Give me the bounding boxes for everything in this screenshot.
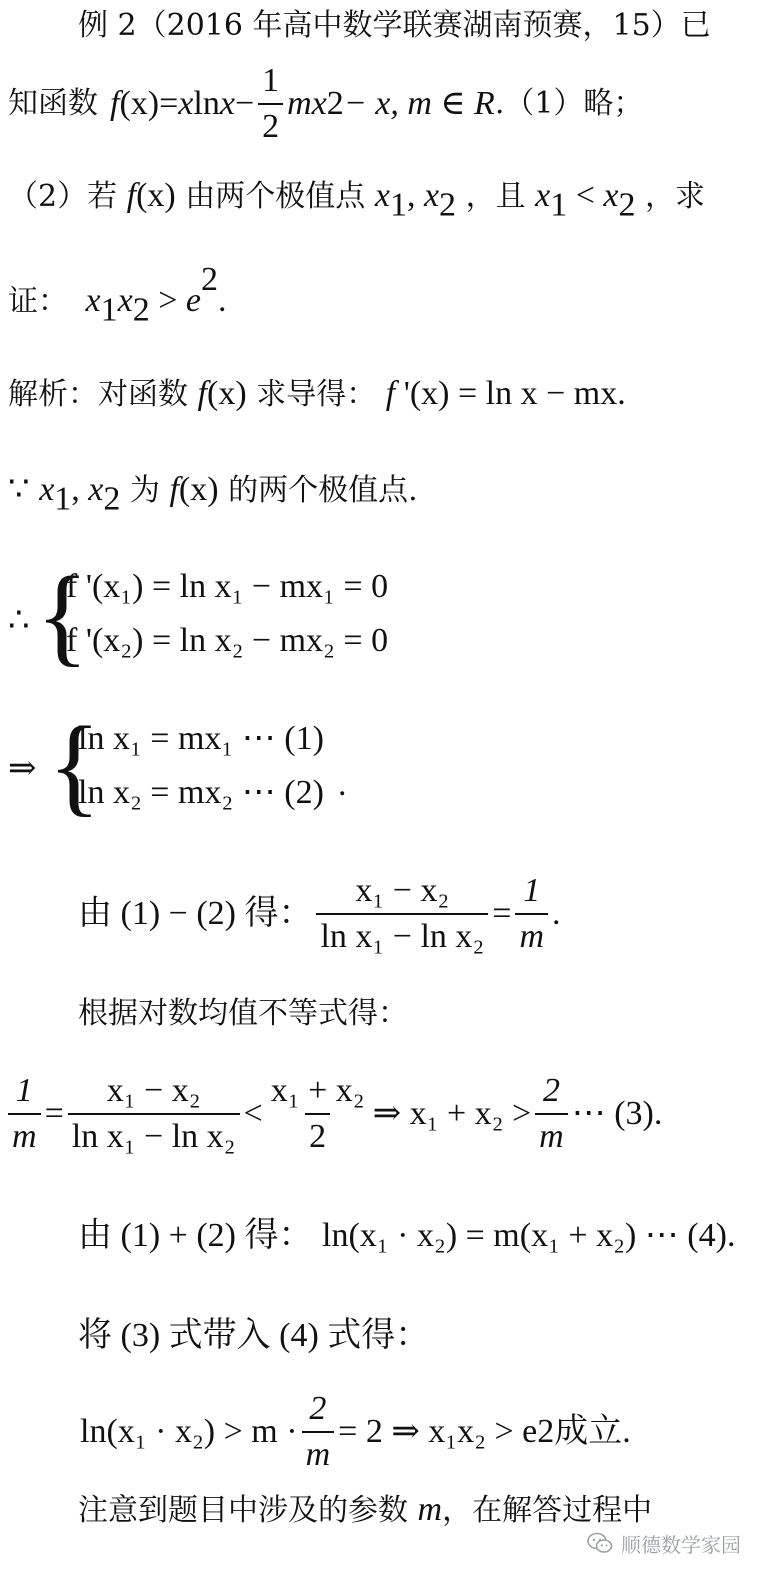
because-symbol: ∵ [8, 471, 30, 508]
math-dot: . [218, 282, 227, 320]
math-x2: x [117, 282, 133, 320]
extreme-points-line [8, 470, 763, 518]
math-part-a: ln(x₁ · x₂) > m · [80, 1413, 298, 1450]
fraction-two-over-m [535, 1071, 568, 1157]
math-dot: . [552, 895, 561, 932]
math-x2: x [423, 177, 440, 214]
left-brace: { [36, 554, 89, 676]
problem-header: 例 2（2016 年高中数学联赛湖南预赛，15）已 [78, 8, 711, 43]
fraction-two-over-m [302, 1389, 335, 1475]
equation-tag: ⋯ (3) [571, 1095, 654, 1132]
fraction-denominator: m [515, 913, 548, 957]
inequality-line [4, 1066, 763, 1162]
math-x4: x [603, 177, 619, 214]
system-row-1: ln x₁ = mx₁ ⋯ (1) [78, 720, 324, 757]
math-square: 2 [201, 261, 219, 298]
therefore-symbol: ∴ [8, 602, 30, 639]
math-sub1: 1 [100, 291, 118, 329]
text-line: 根据对数均值不等式得： [78, 996, 408, 1031]
math-e: e [185, 282, 202, 320]
equation-system-2 [0, 704, 763, 830]
condition-line [8, 176, 763, 224]
wechat-icon [587, 1532, 613, 1554]
fraction-mean [267, 1071, 369, 1157]
math-x1: x [374, 177, 390, 214]
math-sub4: 2 [618, 186, 636, 224]
watermark-text: 顺德数学家园 [621, 1532, 741, 1557]
math-f: f [110, 85, 120, 122]
text-suffix: ，求 [645, 179, 706, 214]
math-eq: = [44, 1095, 64, 1132]
math-dot: . [617, 375, 626, 412]
math-x2: x [219, 85, 235, 122]
fraction-half [258, 61, 283, 147]
fraction-one-over-m [8, 1071, 41, 1157]
math-comma: , [71, 471, 89, 508]
function-definition-line: 知函数 f (x) = x ln x − $\frac{1}{2}$ mx 2 − x, m ∈ R .（1）略； [8, 62, 644, 145]
math-mx: mx [287, 85, 327, 122]
math-minus: − [234, 85, 255, 122]
math-paren-x: (x) [207, 375, 247, 412]
math-paren-x: (x) [178, 471, 219, 508]
text-suffix: 的两个极值点. [228, 473, 418, 508]
fraction-denominator: m [302, 1431, 335, 1475]
fraction-diff [316, 871, 488, 957]
fraction-numerator: 1 [15, 1072, 33, 1109]
system-dot: . [338, 766, 347, 803]
note-line [78, 1490, 763, 1531]
math-derivative: '(x) = ln x − mx [395, 375, 618, 412]
system-row-2: ln x₂ = mx₂ ⋯ (2) [78, 774, 324, 811]
text-suffix: ，在解答过程中 [442, 1493, 653, 1528]
math-eq: = [159, 85, 179, 122]
fraction-numerator: x₁ − x₂ [106, 1072, 201, 1109]
fraction-numerator: x₁ − x₂ [355, 872, 450, 909]
math-x1: x [85, 282, 101, 320]
fraction-denominator: m [535, 1113, 568, 1157]
math-sub1: 1 [389, 186, 407, 224]
derivative-line [8, 374, 763, 415]
math-sub2: 2 [132, 291, 150, 329]
math-x: x [178, 85, 194, 122]
fraction-denominator: 2 [305, 1113, 330, 1157]
math-f: f [126, 177, 137, 214]
math-x1: x [39, 471, 55, 508]
text-suffix: 成立. [554, 1413, 631, 1450]
subtract-line [78, 866, 763, 962]
implies-symbol: ⇒ [8, 750, 37, 787]
math-sub3: 1 [550, 186, 568, 224]
math-x2: x [88, 471, 104, 508]
math-dot: . [653, 1095, 663, 1132]
fraction-numerator: 1 [262, 62, 280, 99]
prove-line [8, 261, 763, 329]
math-implies: ⇒ x₁ + x₂ > [372, 1095, 532, 1132]
fraction-denominator: ln x₁ − ln x₂ [68, 1113, 240, 1157]
math-sub1: 1 [54, 480, 72, 518]
math-rest: − x, m ∈ R [343, 85, 495, 122]
math-lt: < [243, 1095, 263, 1132]
text-prefix: （2）若 [8, 179, 118, 214]
math-x3: x [535, 177, 551, 214]
fraction-diff [68, 1071, 240, 1157]
left-brace: { [48, 704, 101, 826]
math-lt: < [567, 177, 604, 214]
log-mean-line [78, 994, 763, 1034]
text-line: 将 (3) 式带入 (4) 式得： [78, 1317, 430, 1354]
system-row-1: f '(x₁) = ln x₁ − mx₁ = 0 [66, 568, 389, 605]
math-eq: = [492, 895, 512, 932]
math-expression: ln(x₁ · x₂) = m(x₁ + x₂) ⋯ (4) [322, 1217, 727, 1254]
fraction-denominator: ln x₁ − ln x₂ [316, 913, 488, 957]
fraction-denominator: m [8, 1113, 41, 1157]
fraction-denominator: 2 [258, 103, 283, 147]
text-prefix: 知函数 [8, 86, 98, 121]
fraction-numerator: 2 [542, 1072, 560, 1109]
text-suffix: .（1）略； [494, 86, 644, 121]
text-mid: 由两个极值点 [185, 179, 375, 214]
text-prefix: 由 (1) + (2) 得： [78, 1217, 313, 1254]
math-paren-x: (x) [119, 85, 160, 122]
conclusion-line: ln(x₁ · x₂) > m · $\frac{2}{m}$ = 2 ⇒ x₁x₂ > e 2 成立. [80, 1390, 631, 1473]
fraction-numerator: 1 [523, 872, 541, 909]
math-fprime: f [385, 375, 396, 412]
add-line [78, 1216, 763, 1257]
math-f: f [197, 375, 207, 412]
system-row-2: f '(x₂) = ln x₂ − mx₂ = 0 [66, 622, 389, 659]
text-mid: 为 [129, 473, 170, 508]
text-mid2: ，且 [465, 179, 536, 214]
text-prefix: 证： [8, 284, 68, 320]
math-dot: . [726, 1217, 736, 1254]
math-m: m [417, 1491, 443, 1528]
text-prefix: 注意到题目中涉及的参数 [78, 1493, 418, 1528]
fraction-numerator: x₁ + x₂ [270, 1072, 365, 1109]
problem-title-line [78, 6, 763, 46]
substitute-line [78, 1316, 763, 1357]
math-gt: > [149, 282, 186, 320]
math-ln: ln [193, 85, 220, 122]
equation-system-1 [0, 554, 763, 680]
math-f: f [169, 471, 179, 508]
math-sub2: 2 [103, 480, 121, 518]
watermark [587, 1528, 741, 1558]
text-prefix: 解析：对函数 [8, 377, 198, 412]
text-prefix: 由 (1) − (2) 得： [78, 895, 313, 932]
fraction-one-over-m [515, 871, 548, 957]
fraction-numerator: 2 [309, 1390, 327, 1427]
math-sub2: 2 [439, 186, 457, 224]
math-comma: , [406, 177, 424, 214]
math-paren-x: (x) [136, 177, 176, 214]
text-mid: 求导得： [256, 377, 377, 412]
math-part-b: = 2 ⇒ x₁x₂ > e [338, 1413, 538, 1450]
